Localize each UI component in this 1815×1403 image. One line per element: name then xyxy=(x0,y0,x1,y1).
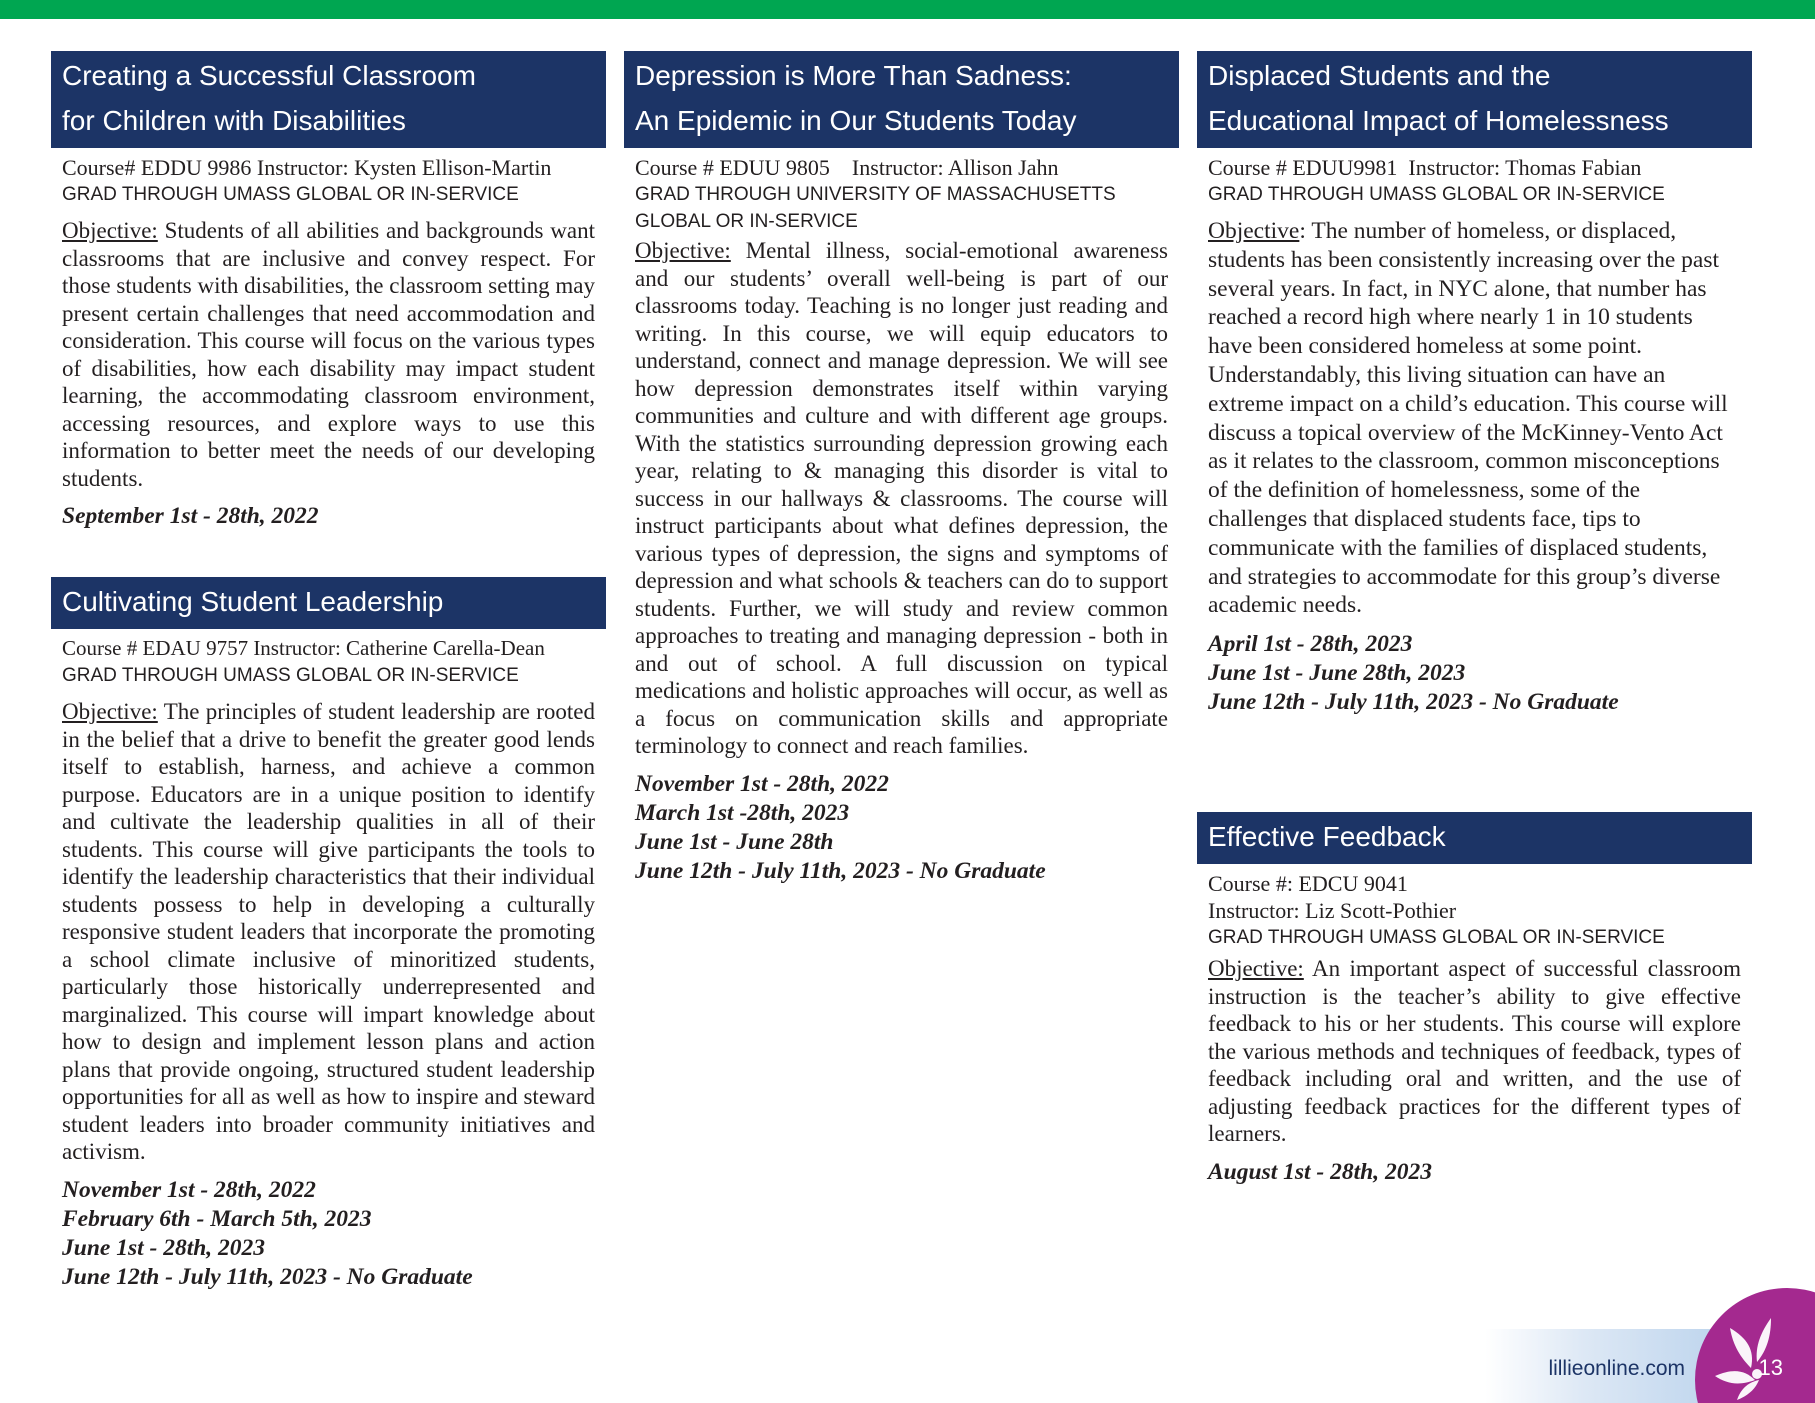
course-title xyxy=(1197,812,1752,864)
course-meta: Course #: EDCU 9041 xyxy=(1208,871,1408,897)
objective-label: Objective: xyxy=(1208,956,1304,982)
course-meta: Course # EDAU 9757 Instructor: Catherine Carella-Dean xyxy=(62,636,545,660)
date-item: April 1st - 28th, 2023 xyxy=(1208,631,1413,658)
objective-label: Objective: xyxy=(635,238,731,263)
objective-text: : The number of homeless, or displaced, students has been consistently increasing over the past several years. In fact, in NYC alone, that number has reached a record high where nearly 1 in 10 students have been considered homeless at some point. Understandably, this living situation can have an extreme impact on a child’s education. This course will discuss a topical overview of the McKinney-Vento Act as it relates to the classroom, common misconceptions of the definition of homelessness, some of the challenges that displaced students face, tips to communicate with the families of displaced students, and strategies to accommodate for this group’s diverse academic needs. xyxy=(1208,218,1728,619)
top-accent-bar xyxy=(0,0,1815,19)
date-item: November 1st - 28th, 2022 xyxy=(62,1176,316,1203)
objective-label: Objective: xyxy=(62,699,158,724)
column-left xyxy=(51,51,606,1292)
course-meta: Instructor: Liz Scott-Pothier xyxy=(1208,898,1457,924)
course-dates xyxy=(1208,630,1741,717)
date-item: November 1st - 28th, 2022 xyxy=(635,770,889,797)
course-objective xyxy=(1208,217,1741,620)
course-card xyxy=(624,51,1179,886)
date-item: March 1st -28th, 2023 xyxy=(635,799,850,826)
lily-flower-icon xyxy=(1675,1288,1815,1403)
grad-info: GLOBAL OR IN-SERVICE xyxy=(635,211,858,232)
course-card xyxy=(1197,51,1752,717)
course-title-line: Effective Feedback xyxy=(1208,821,1446,853)
course-title xyxy=(51,51,606,148)
grad-info: GRAD THROUGH UNIVERSITY OF MASSACHUSETTS xyxy=(635,184,1116,205)
column-middle xyxy=(624,51,1179,886)
course-objective xyxy=(62,698,595,1166)
grad-info: GRAD THROUGH UMASS GLOBAL OR IN-SERVICE xyxy=(1208,927,1665,949)
date-item: February 6th - March 5th, 2023 xyxy=(62,1205,372,1232)
objective-text: Mental illness, social-emotional awareness and our students’ overall well-being is part of our classrooms today. Teaching is no longer just reading and writing. In this course, we will equip educators to understand, connect and manage depression. We will see how depression demonstrates itself within varying communities and culture and with different age groups. With the statistics surrounding depression growing each year, relating to & managing this disorder is vital to success in our hallways & classrooms. The course will instruct participants about what defines depression, the various types of depression, the signs and symptoms of depression and what schools & teachers can do to support students. Further, we will study and review common approaches to treating and managing depression - both in and out of school. A full discussion on typical medications and holistic approaches will occur, as well as a focus on communication skills and appropriate terminology to connect and reach families. xyxy=(635,238,1169,758)
objective-label: Objective xyxy=(1208,218,1300,244)
course-dates xyxy=(1208,1158,1741,1187)
course-title-line: for Children with Disabilities xyxy=(62,105,406,136)
objective-text: An important aspect of successful classroom instruction is the teacher’s ability to give effective feedback to his or her students. This course will explore the various methods and techniques of feedback, types of feedback including oral and written, and the use of adjusting feedback practices for the different types of learners. xyxy=(1208,956,1741,1147)
objective-text: The principles of student leadership are rooted in the belief that a drive to benefit the greater good lends itself to establish, harness, and achieve a common purpose. Educators are in a unique position to identify and cultivate the leadership qualities in all of their students. This course will give participants the tools to identify the leadership characteristics that their individual students possess to help in developing a culturally responsive student leaders that incorporate the promoting a school climate inclusive of minoritized students, particularly those historically underrepresented and marginalized. This course will impart knowledge about how to design and implement lesson plans and action plans that provide ongoing, structured student leadership opportunities for all as well as how to inspire and steward student leaders into broader community initiatives and activism. xyxy=(62,699,595,1164)
course-objective xyxy=(635,237,1168,760)
date-item: June 12th - July 11th, 2023 - No Graduate xyxy=(62,1263,473,1290)
page-footer xyxy=(1485,1329,1815,1403)
website-link[interactable]: lillieonline.com xyxy=(1548,1357,1685,1380)
course-meta: Course# EDDU 9986 Instructor: Kysten Ellison-Martin xyxy=(62,155,552,180)
course-dates xyxy=(62,502,595,531)
course-title-line: Displaced Students and the xyxy=(1208,60,1551,91)
course-card xyxy=(51,577,606,1292)
course-title xyxy=(624,51,1179,148)
course-card xyxy=(1197,812,1752,1187)
course-title-line: An Epidemic in Our Students Today xyxy=(635,105,1077,136)
course-title-line: Depression is More Than Sadness: xyxy=(635,60,1072,91)
course-title-line: Cultivating Student Leadership xyxy=(62,586,444,617)
grad-info: GRAD THROUGH UMASS GLOBAL OR IN-SERVICE xyxy=(62,184,519,205)
course-title xyxy=(51,577,606,629)
date-item: June 1st - June 28th, 2023 xyxy=(1208,660,1466,687)
date-item: August 1st - 28th, 2023 xyxy=(1208,1158,1432,1185)
course-meta: Course # EDUU 9805 Instructor: Allison Jahn xyxy=(635,155,1059,180)
course-dates xyxy=(635,770,1168,886)
page-number: 13 xyxy=(1758,1355,1783,1380)
course-card xyxy=(51,51,606,531)
course-title xyxy=(1197,51,1752,148)
date-item: June 1st - June 28th xyxy=(635,828,834,855)
course-objective xyxy=(1208,955,1741,1148)
course-objective xyxy=(62,217,595,492)
objective-label: Objective: xyxy=(62,218,158,243)
date-item: September 1st - 28th, 2022 xyxy=(62,503,319,529)
course-title-line: Creating a Successful Classroom xyxy=(62,60,476,91)
date-item: June 12th - July 11th, 2023 - No Graduate xyxy=(1208,689,1619,716)
course-title-line: Educational Impact of Homelessness xyxy=(1208,105,1669,136)
date-item: June 1st - 28th, 2023 xyxy=(62,1234,266,1261)
grad-info: GRAD THROUGH UMASS GLOBAL OR IN-SERVICE xyxy=(62,665,519,686)
course-dates xyxy=(62,1176,595,1292)
date-item: June 12th - July 11th, 2023 - No Graduate xyxy=(635,857,1046,884)
course-meta: Course # EDUU9981 Instructor: Thomas Fabian xyxy=(1208,155,1642,180)
column-right xyxy=(1197,51,1752,1187)
grad-info: GRAD THROUGH UMASS GLOBAL OR IN-SERVICE xyxy=(1208,184,1665,205)
objective-text: Students of all abilities and backgrounds want classrooms that are inclusive and convey respect. For those students with disabilities, the classroom setting may present certain challenges that need accommodation and consideration. This course will focus on the various types of disabilities, how each disability may impact student learning, the accommodating classroom environment, accessing resources, and explore ways to use this information to better meet the needs of our developing students. xyxy=(62,218,595,491)
